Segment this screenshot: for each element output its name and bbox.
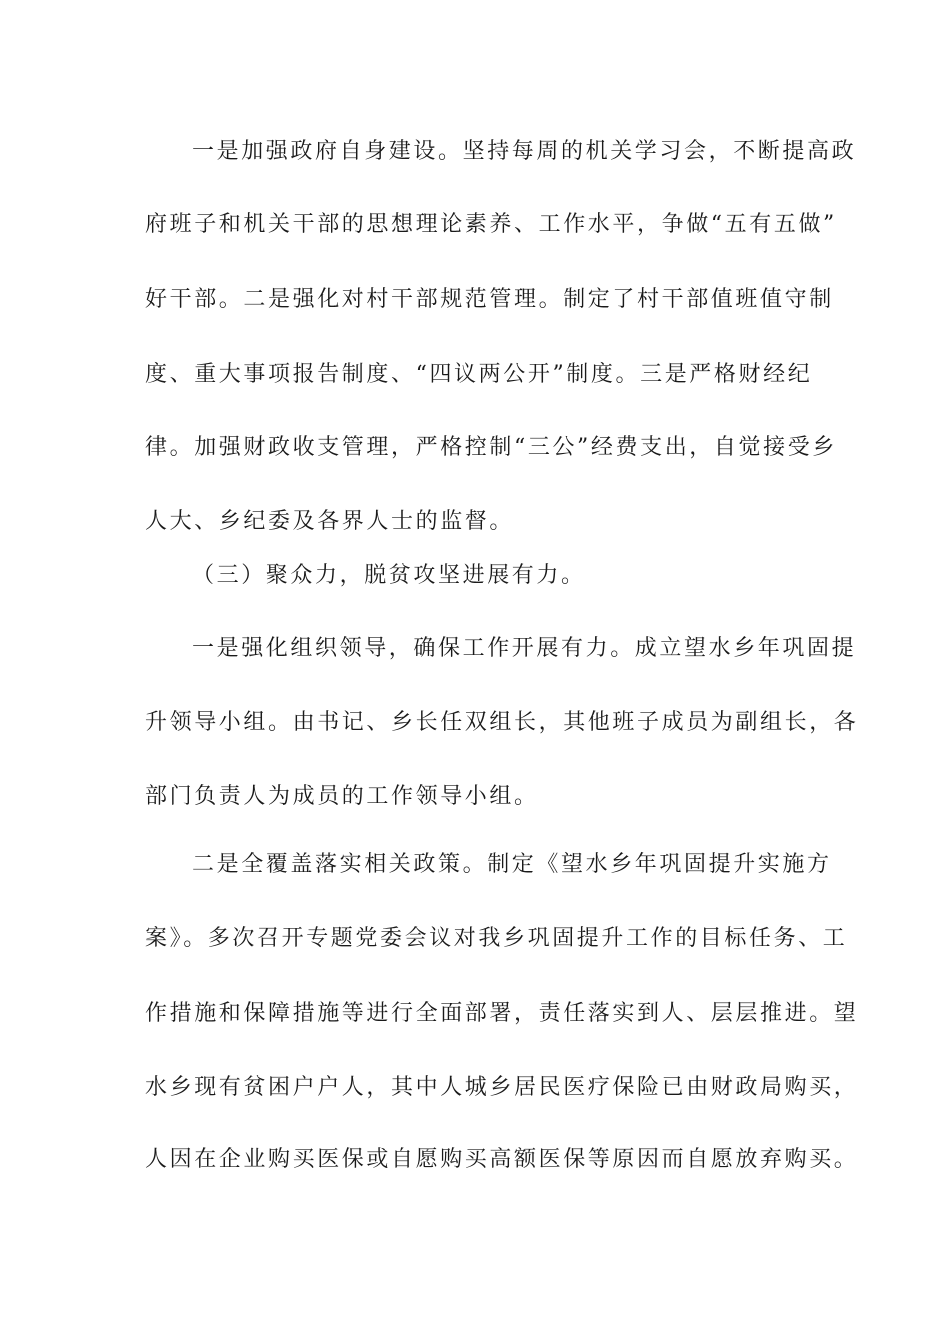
paragraph-1-line-5: 律。加强财政收支管理，严格控制“三公”经费支出，自觉接受乡 <box>145 435 837 460</box>
paragraph-1-line-4: 度、重大事项报告制度、“四议两公开”制度。三是严格财经纪 <box>145 362 813 387</box>
paragraph-1-line-3: 好干部。二是强化对村干部规范管理。制定了村干部值班值守制 <box>145 287 834 312</box>
paragraph-3-line-1: 二是全覆盖落实相关政策。制定《望水乡年巩固提升实施方 <box>192 852 832 877</box>
paragraph-2-line-1: 一是强化组织领导，确保工作开展有力。成立望水乡年巩固提 <box>192 636 857 661</box>
paragraph-1-line-6: 人大、乡纪委及各界人士的监督。 <box>145 509 515 534</box>
section-heading: （三）聚众力，脱贫攻坚进展有力。 <box>192 563 586 588</box>
paragraph-2-line-2: 升领导小组。由书记、乡长任双组长，其他班子成员为副组长，各 <box>145 710 859 735</box>
paragraph-1-line-2: 府班子和机关干部的思想理论素养、工作水平，争做“五有五做” <box>145 212 837 237</box>
paragraph-3-line-3: 作措施和保障措施等进行全面部署，责任落实到人、层层推进。望 <box>145 1001 859 1026</box>
paragraph-3-line-2: 案》。多次召开专题党委会议对我乡巩固提升工作的目标任务、工 <box>145 926 848 951</box>
paragraph-2-line-3: 部门负责人为成员的工作领导小组。 <box>145 784 539 809</box>
paragraph-1-line-1: 一是加强政府自身建设。坚持每周的机关学习会，不断提高政 <box>192 139 857 164</box>
paragraph-3-line-5: 人因在企业购买医保或自愿购买高额医保等原因而自愿放弃购买。 <box>145 1147 859 1172</box>
paragraph-3-line-4: 水乡现有贫困户户人，其中人城乡居民医疗保险已由财政局购买， <box>145 1075 859 1100</box>
